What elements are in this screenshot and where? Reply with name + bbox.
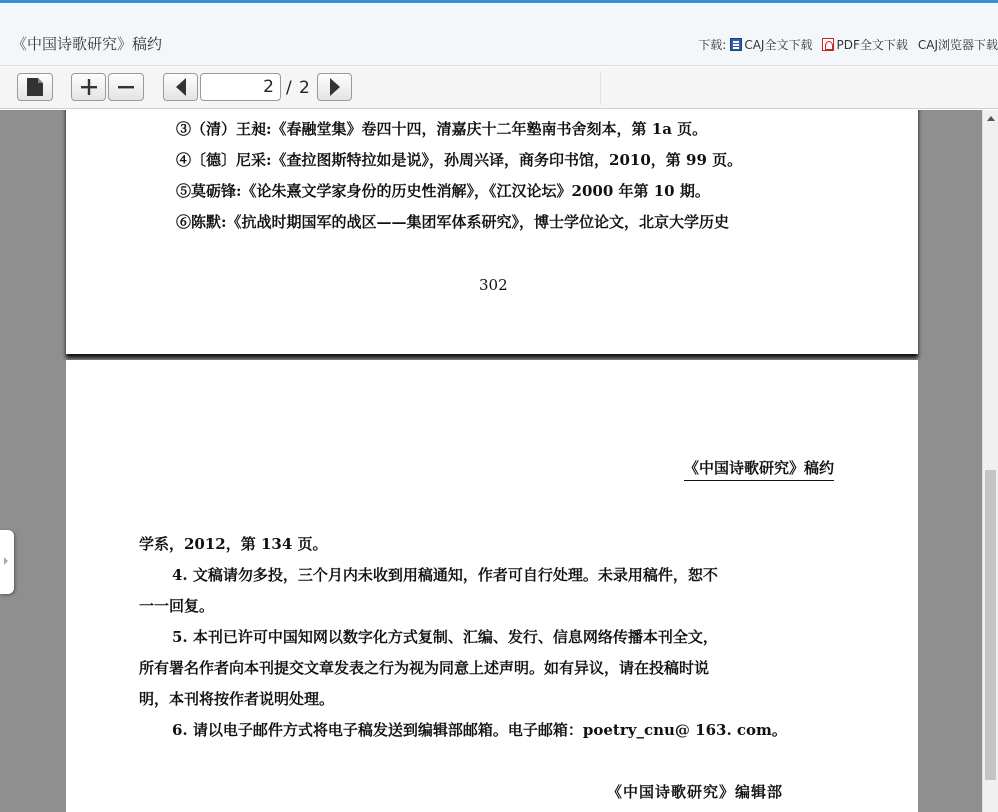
zoom-out-button[interactable] (108, 73, 144, 101)
caj-browser-download-link[interactable] (918, 36, 998, 53)
minus-icon (117, 78, 135, 96)
plus-icon (80, 78, 98, 96)
page-number-input[interactable] (200, 73, 281, 101)
footnote-line: ③（清）王昶:《春融堂集》卷四十四，清嘉庆十二年塾南书舍刻本，第 1a 页。 (176, 120, 708, 138)
download-label: 下载: (698, 38, 727, 52)
viewer-toolbar (0, 67, 998, 109)
footnote-line: ④〔德〕尼采:《查拉图斯特拉如是说》，孙周兴译，商务印书馆，2010，第 99 页。 (176, 151, 743, 169)
footnote-line: ⑥陈默:《抗战时期国军的战区——集团军体系研究》，博士学位论文，北京大学历史 (176, 213, 730, 231)
scroll-thumb[interactable] (985, 470, 996, 780)
next-page-button[interactable] (317, 73, 352, 101)
download-links (698, 36, 998, 53)
pdf-download-link[interactable] (822, 36, 907, 53)
page-separator: / (286, 78, 292, 98)
toolbar-divider (600, 71, 601, 105)
total-pages: 2 (299, 78, 310, 98)
header-bar (0, 3, 998, 66)
pdf-download-text: PDF全文下载 (836, 38, 908, 52)
document-page-1 (66, 110, 918, 354)
pdf-file-icon (822, 38, 834, 51)
body-line: 明，本刊将按作者说明处理。 (139, 690, 335, 708)
caj-download-text: CAJ全文下载 (744, 38, 813, 52)
signature-line: 《中国诗歌研究》编辑部 (607, 783, 784, 801)
triangle-left-icon (174, 77, 188, 97)
triangle-right-icon (328, 77, 342, 97)
zoom-in-button[interactable] (71, 73, 106, 101)
scroll-up-arrow-icon[interactable] (987, 116, 995, 121)
running-head: 《中国诗歌研究》稿约 (684, 457, 834, 481)
page-number: 302 (479, 276, 508, 294)
caj-browser-download-text: CAJ浏览器下载 (917, 38, 998, 52)
body-line: 学系，2012，第 134 页。 (139, 535, 328, 553)
side-panel-toggle[interactable] (0, 530, 14, 594)
body-line: 4. 文稿请勿多投，三个月内未收到用稿通知，作者可自行处理。未录用稿件，恕不 (172, 566, 718, 584)
page-icon (26, 77, 44, 97)
caj-download-link[interactable] (730, 36, 812, 53)
body-line: 6. 请以电子邮件方式将电子稿发送到编辑部邮箱。电子邮箱：poetry_cnu@ 163. com。 (172, 721, 787, 739)
document-title: 《中国诗歌研究》稿约 (12, 35, 163, 53)
vertical-scrollbar[interactable] (982, 110, 998, 812)
body-line: 5. 本刊已许可中国知网以数字化方式复制、汇编、发行、信息网络传播本刊全文， (172, 628, 718, 646)
document-page-2 (66, 360, 918, 812)
document-viewer[interactable] (0, 110, 982, 812)
footnote-line: ⑤莫砺锋:《论朱熹文学家身份的历史性消解》，《江汉论坛》2000 年第 10 期。 (176, 182, 710, 200)
body-line: 所有署名作者向本刊提交文章发表之行为视为同意上述声明。如有异议，请在投稿时说 (139, 659, 710, 677)
body-line: 一一回复。 (139, 597, 215, 615)
single-page-view-button[interactable] (17, 73, 53, 101)
caj-file-icon (730, 38, 742, 51)
previous-page-button[interactable] (163, 73, 198, 101)
